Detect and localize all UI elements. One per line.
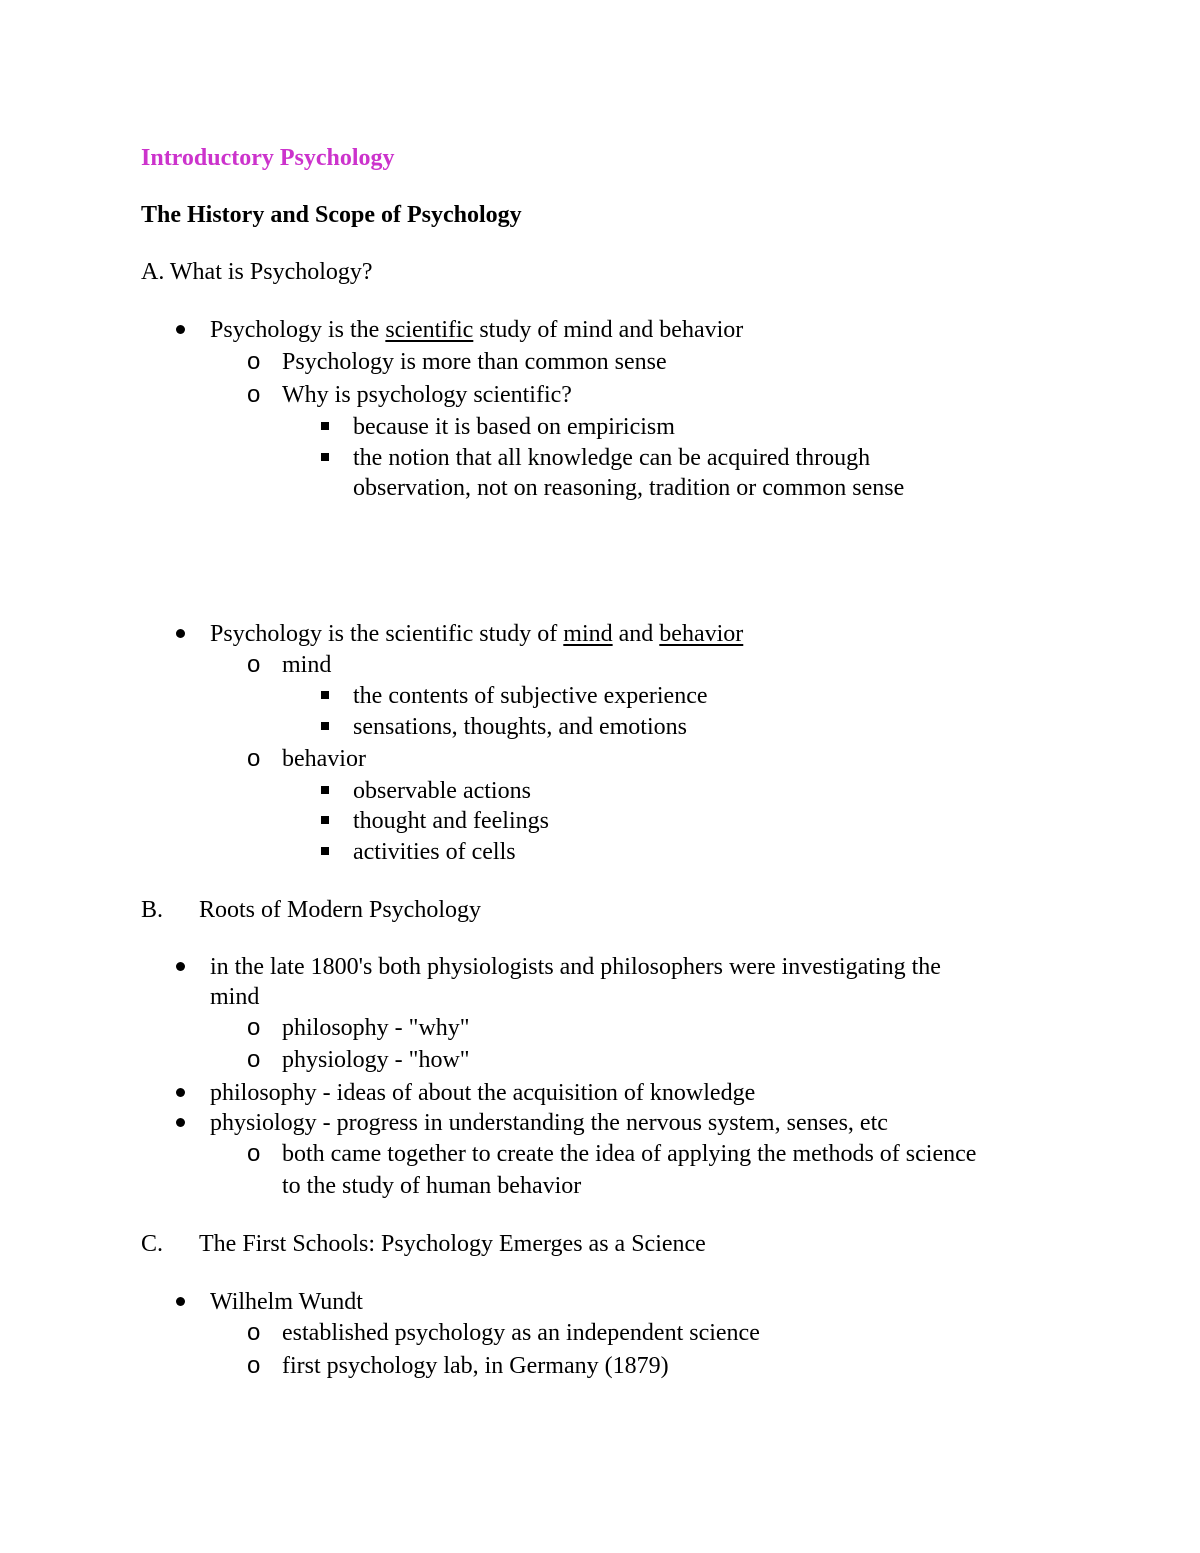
bullet-square bbox=[321, 453, 329, 461]
section-heading: The History and Scope of Psychology bbox=[141, 202, 522, 228]
bullet-dot bbox=[176, 1088, 185, 1097]
list-item: Psychology is the scientific study of mind and behavior bbox=[210, 621, 744, 647]
list-item: Wilhelm Wundt bbox=[210, 1289, 363, 1315]
bullet-dot bbox=[176, 1297, 185, 1306]
section-c-title: The First Schools: Psychology Emerges as a Science bbox=[199, 1231, 706, 1257]
bullet-square bbox=[321, 816, 329, 824]
list-item: because it is based on empiricism bbox=[353, 414, 675, 440]
bullet-square bbox=[321, 422, 329, 430]
section-c-letter: C. bbox=[141, 1231, 164, 1257]
bullet-square bbox=[321, 722, 329, 730]
list-item: physiology - progress in understanding the nervous system, senses, etc bbox=[210, 1110, 888, 1136]
list-item: activities of cells bbox=[353, 839, 516, 865]
list-item: philosophy - ideas of about the acquisition of knowledge bbox=[210, 1080, 756, 1106]
list-item: in the late 1800's both physiologists and philosophers were investigating the bbox=[210, 954, 941, 980]
list-item-continuation: observation, not on reasoning, tradition or common sense bbox=[353, 475, 905, 501]
bullet-circle: o bbox=[247, 348, 261, 375]
bullet-square bbox=[321, 847, 329, 855]
bullet-circle: o bbox=[247, 381, 261, 408]
bullet-square bbox=[321, 691, 329, 699]
list-item: the notion that all knowledge can be acquired through bbox=[353, 445, 871, 471]
list-item: the contents of subjective experience bbox=[353, 683, 708, 709]
list-item: Psychology is more than common sense bbox=[282, 349, 667, 375]
list-item: Psychology is the scientific study of mind and behavior bbox=[210, 317, 744, 343]
list-item: sensations, thoughts, and emotions bbox=[353, 714, 687, 740]
bullet-square bbox=[321, 786, 329, 794]
bullet-dot bbox=[176, 629, 185, 638]
bullet-circle: o bbox=[247, 1319, 261, 1346]
section-a-label: A. What is Psychology? bbox=[141, 259, 373, 285]
bullet-circle: o bbox=[247, 1014, 261, 1041]
list-item: philosophy - "why" bbox=[282, 1015, 470, 1041]
list-item: observable actions bbox=[353, 778, 531, 804]
list-item: thought and feelings bbox=[353, 808, 549, 834]
section-b-title: Roots of Modern Psychology bbox=[199, 897, 481, 923]
bullet-circle: o bbox=[247, 1046, 261, 1073]
bullet-dot bbox=[176, 325, 185, 334]
bullet-circle: o bbox=[247, 651, 261, 678]
bullet-circle: o bbox=[247, 1352, 261, 1379]
document-title: Introductory Psychology bbox=[141, 145, 395, 171]
bullet-dot bbox=[176, 1118, 185, 1127]
bullet-circle: o bbox=[247, 745, 261, 772]
bullet-circle: o bbox=[247, 1140, 261, 1167]
list-item: behavior bbox=[282, 746, 366, 772]
list-item-continuation: mind bbox=[210, 984, 260, 1010]
list-item: established psychology as an independent science bbox=[282, 1320, 760, 1346]
list-item: Why is psychology scientific? bbox=[282, 382, 572, 408]
bullet-dot bbox=[176, 962, 185, 971]
list-item: physiology - "how" bbox=[282, 1047, 470, 1073]
list-item: first psychology lab, in Germany (1879) bbox=[282, 1353, 669, 1379]
list-item-continuation: to the study of human behavior bbox=[282, 1173, 582, 1199]
section-b-letter: B. bbox=[141, 897, 164, 923]
list-item: mind bbox=[282, 652, 332, 678]
list-item: both came together to create the idea of applying the methods of science bbox=[282, 1141, 977, 1167]
